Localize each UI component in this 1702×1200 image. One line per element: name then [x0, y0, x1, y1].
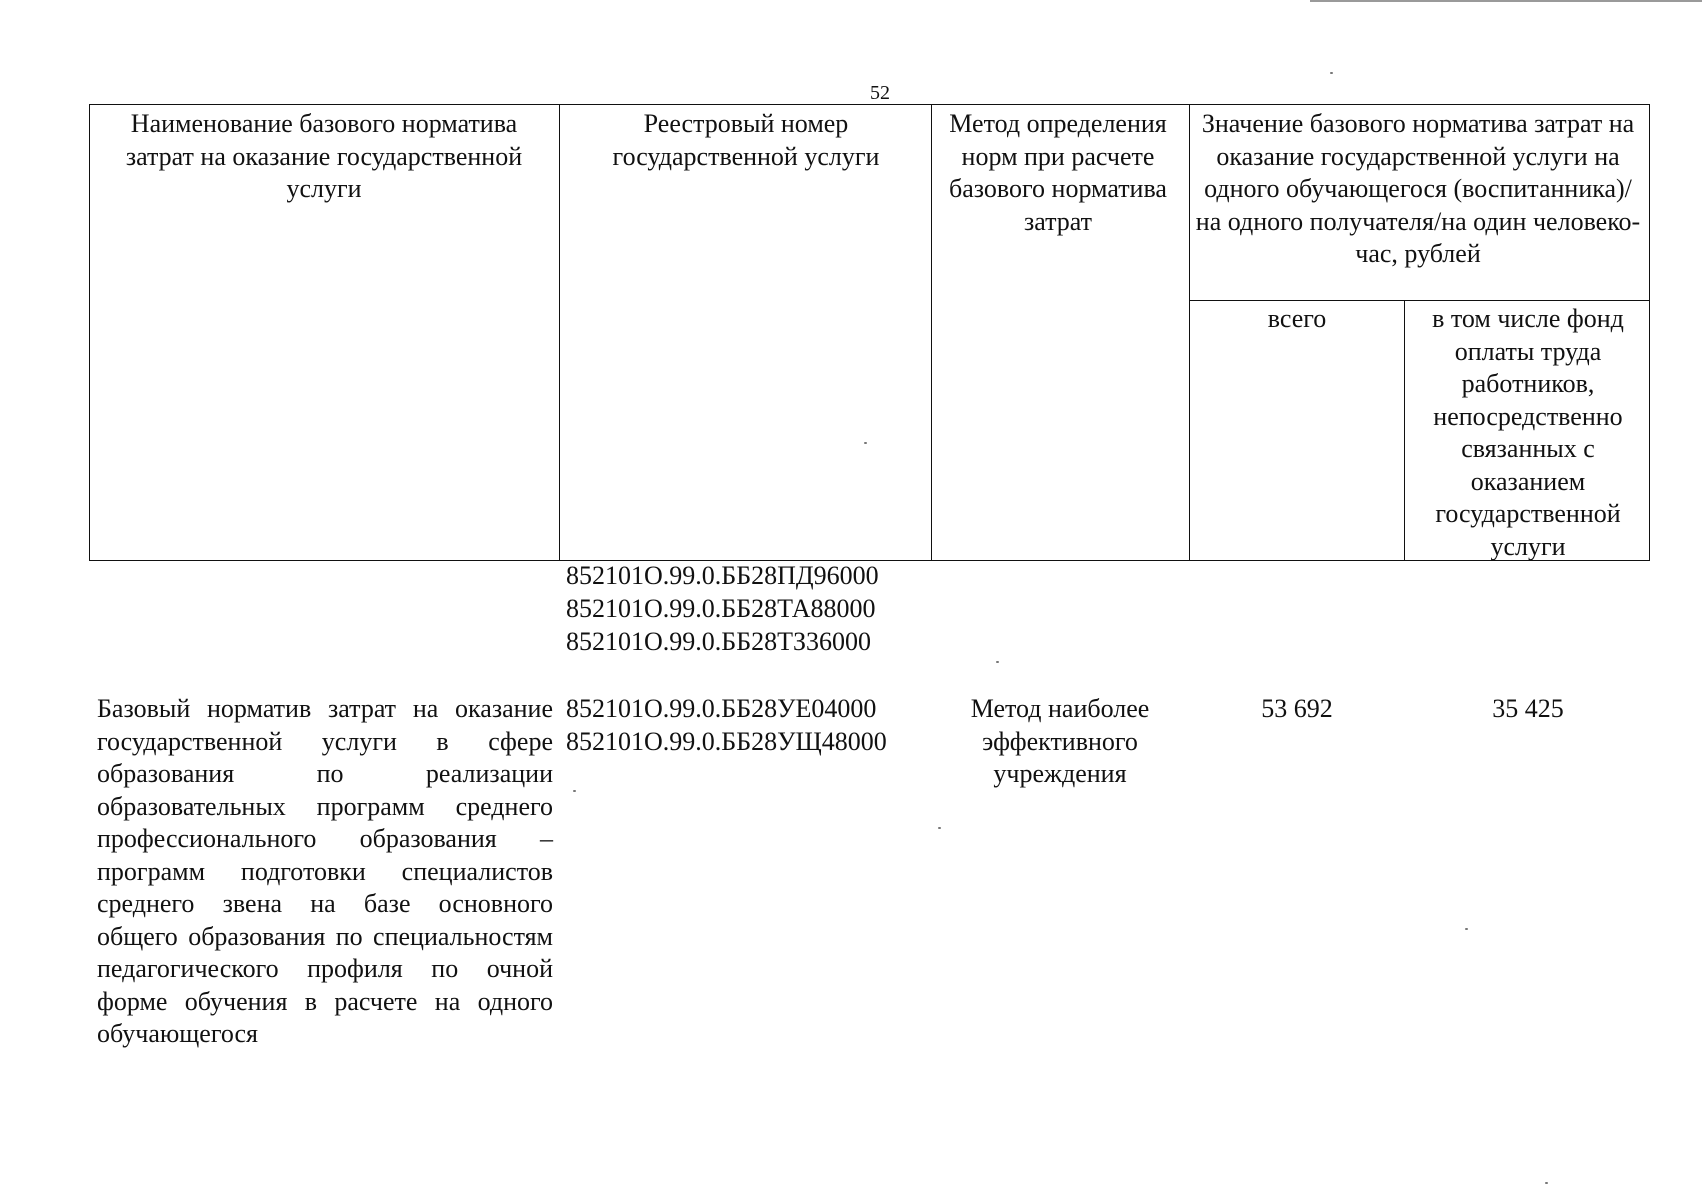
row-registry-number: 852101О.99.0.ББ28УЕ04000 — [566, 694, 877, 723]
scan-speck — [864, 442, 867, 444]
header-method-text: Метод определения норм при расчете базового норматива затрат — [949, 109, 1167, 236]
continued-registry-number: 852101О.99.0.ББ28ТЗ36000 — [566, 627, 872, 656]
row-method-text: Метод наиболее эффективного учреждения — [970, 694, 1150, 788]
scan-speck — [1330, 72, 1333, 74]
top-edge-line — [1310, 0, 1702, 2]
header-value-text: Значение базового норматива затрат на оказание государственной услуги на одного обучающегося (воспитанника)/на одного получателя/на один человеко-час, рублей — [1195, 109, 1641, 268]
continued-registry-number: 852101О.99.0.ББ28ТА88000 — [566, 594, 876, 623]
scan-speck — [996, 661, 999, 663]
scan-speck — [573, 790, 576, 792]
row-name-text: Базовый норматив затрат на оказание государственной услуги в сфере образования по реализации образовательных программ среднего профессионального образования – программ подготовки специалистов среднего звена на базе основного общего образования по специальностям педагогического профиля по очной форме обучения в расчете на одного обучающегося — [97, 694, 553, 1048]
row-registry-number: 852101О.99.0.ББ28УЩ48000 — [566, 727, 887, 756]
header-payroll-text: в том числе фонд оплаты труда работников, непосредственно связанных с оказанием государственной услуги — [1432, 304, 1624, 561]
header-name-text: Наименование базового норматива затрат на оказание государственной услуги — [125, 109, 523, 203]
scan-speck — [938, 827, 941, 829]
scan-speck — [1465, 928, 1468, 930]
scan-speck — [1545, 1182, 1548, 1184]
continued-registry-number: 852101О.99.0.ББ28ПД96000 — [566, 561, 879, 590]
header-cell-total — [1190, 301, 1405, 561]
header-registry-text: Реестровый номер государственной услуги — [612, 109, 880, 171]
row-payroll-value: 35 425 — [1492, 694, 1564, 723]
row-total-value: 53 692 — [1261, 694, 1333, 723]
header-total-text: всего — [1267, 304, 1327, 333]
page-number: 52 — [870, 82, 890, 104]
